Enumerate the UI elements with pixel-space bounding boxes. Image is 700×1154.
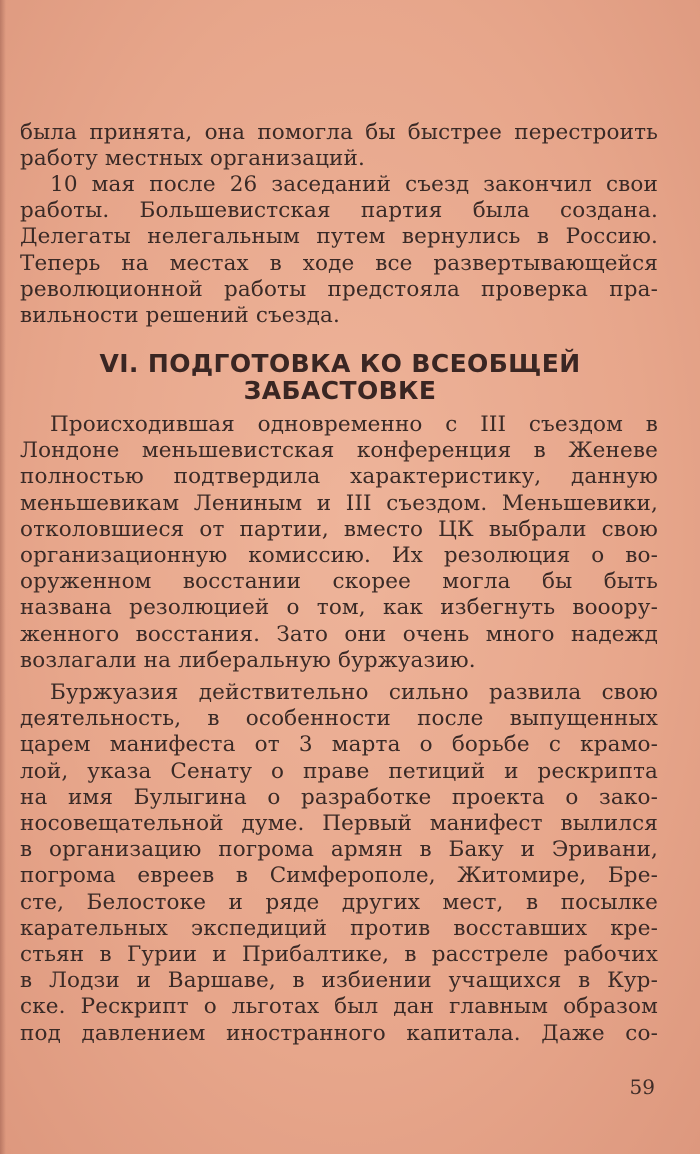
text-line: в Лодзи и Варшаве, в избиении учащихся в Кур- [20,968,658,994]
paragraph-continued [20,120,658,172]
text-line: на имя Булыгина о разработке проекта о зако- [20,784,658,810]
text-line: носовещательной думе. Первый манифест вылился [20,811,658,837]
text-line: организационную комиссию. Их резолюция о во- [20,543,658,569]
text-line: возлагали на либеральную буржуазию. [20,647,476,673]
paragraph-menshevik-conference [20,412,658,674]
page-number: 59 [629,1075,655,1099]
text-line: революционной работы предстояла проверка пра- [20,276,658,302]
text-line: работы. Большевистская партия была создана. [20,198,658,224]
paragraph-congress-end [20,172,658,329]
text-line: полностью подтвердила характеристику, данную [20,464,658,490]
text-line: стьян в Гурии и Прибалтике, в расстреле рабочих [20,942,658,968]
text-line: работу местных организаций. [20,146,365,172]
text-line: царем манифеста от 3 марта о борьбе с крамо- [20,732,658,758]
text-line: погрома евреев в Симферополе, Житомире, Бре- [20,863,658,889]
text-line: 10 мая после 26 заседаний съезд закончил свои [50,172,658,197]
text-line: отколовшиеся от партии, вместо ЦК выбрали свою [20,516,658,542]
text-line: деятельность, в особенности после выпущенных [20,706,658,732]
page-edge-shadow [0,0,6,1154]
text-line: меньшевикам Лениным и III съездом. Меньшевики, [20,490,658,516]
text-line: под давлением иностранного капитала. Даже со- [20,1020,658,1046]
text-line: женного восстания. Зато они очень много надежд [20,621,658,647]
text-line: вильности решений съезда. [20,303,341,329]
text-line: лой, указа Сенату о праве петиций и рескрипта [20,758,658,784]
text-line: в организацию погрома армян в Баку и Эривани, [20,837,658,863]
text-line: была принята, она помогла бы быстрее перестроить [20,120,658,145]
text-line: Происходившая одновременно с III съездом в [50,412,658,437]
text-line: карательных экспедиций против восставших кре- [20,915,658,941]
text-line: Теперь на местах в ходе все развертывающейся [20,250,658,276]
paragraph-bourgeoisie [20,680,658,1047]
text-line: Делегаты нелегальным путем вернулись в Россию. [20,224,658,250]
text-line: названа резолюцией о том, как избегнуть вооору- [20,595,658,621]
section-heading-line1: VI. ПОДГОТОВКА КО ВСЕОБЩЕЙ [99,349,581,378]
text-line: Лондоне меньшевистская конференция в Женеве [20,438,658,464]
text-line: оруженном восстании скорее могла бы быть [20,569,658,595]
text-line: сте, Белостоке и ряде других мест, в посылке [20,889,658,915]
text-line: Буржуазия действительно сильно развила свою [50,680,658,705]
section-heading-line2: ЗАБАСТОВКЕ [243,376,437,405]
text-line: ске. Рескрипт о льготах был дан главным образом [20,994,658,1020]
